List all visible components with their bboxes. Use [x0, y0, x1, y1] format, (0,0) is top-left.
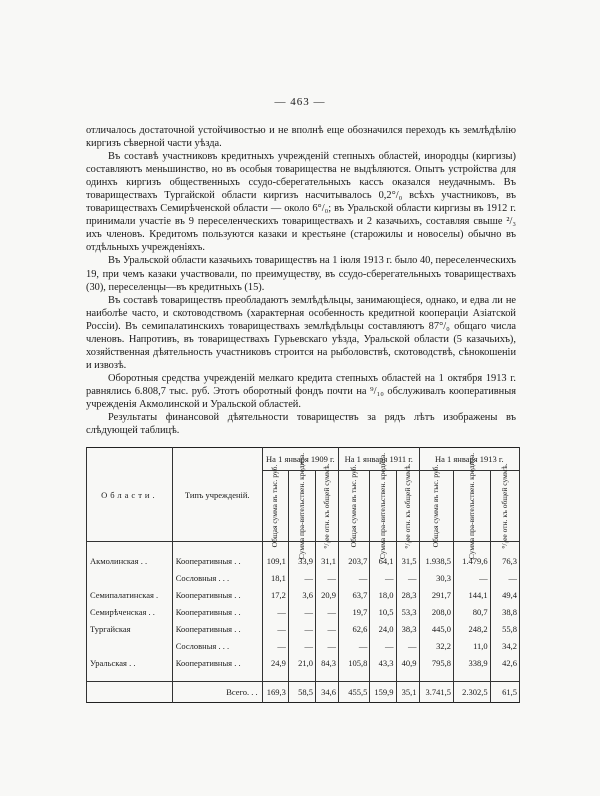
- value-cell: —: [316, 637, 339, 654]
- value-cell: 38,3: [396, 620, 419, 637]
- value-cell: [262, 671, 288, 682]
- total-value-cell: 159,9: [370, 682, 396, 703]
- value-cell: 11,0: [454, 637, 491, 654]
- value-cell: 1.938,5: [419, 552, 454, 569]
- total-value-cell: 35,1: [396, 682, 419, 703]
- subheader-cell: [339, 464, 370, 548]
- value-cell: 84,3: [316, 654, 339, 671]
- header-region: Области.: [87, 448, 173, 542]
- subheader-label: Общая сумма въ тыс. руб.: [348, 464, 358, 548]
- subheader-label: Общая сумма въ тыс. руб.: [270, 464, 279, 548]
- value-cell: 445,0: [419, 620, 454, 637]
- value-cell: 31,1: [316, 552, 339, 569]
- value-cell: [454, 671, 491, 682]
- value-cell: 55,8: [490, 620, 519, 637]
- table-row: [87, 654, 520, 671]
- value-cell: —: [454, 569, 491, 586]
- subheader-label: °/₀ее отн. къ общей суммѣ.: [321, 463, 331, 549]
- value-cell: 76,3: [490, 552, 519, 569]
- total-row: [87, 682, 520, 703]
- total-label: Всего. . .: [172, 682, 262, 703]
- value-cell: 19,7: [339, 603, 370, 620]
- value-cell: [419, 671, 454, 682]
- subheader-label: Сумма пра-вительствен. кредита.: [466, 452, 476, 560]
- table-row: [87, 671, 520, 682]
- region-cell: [87, 542, 173, 553]
- value-cell: 34,2: [490, 637, 519, 654]
- value-cell: —: [339, 637, 370, 654]
- table-row: [87, 569, 520, 586]
- total-value-cell: 61,5: [490, 682, 519, 703]
- value-cell: 203,7: [339, 552, 370, 569]
- subheader-cell: [396, 463, 419, 549]
- value-cell: 32,2: [419, 637, 454, 654]
- value-cell: —: [316, 620, 339, 637]
- value-cell: —: [262, 620, 288, 637]
- total-value-cell: 169,3: [262, 682, 288, 703]
- value-cell: 105,8: [339, 654, 370, 671]
- value-cell: [339, 671, 370, 682]
- region-cell: Семирѣченская . .: [87, 603, 173, 620]
- value-cell: 43,3: [370, 654, 396, 671]
- page-number: — 463 —: [274, 96, 326, 108]
- value-cell: —: [288, 620, 315, 637]
- value-cell: [316, 671, 339, 682]
- value-cell: 3,6: [288, 586, 315, 603]
- type-cell: [172, 542, 262, 553]
- value-cell: —: [316, 569, 339, 586]
- value-cell: 24,0: [370, 620, 396, 637]
- type-cell: Сословныя . . .: [172, 637, 262, 654]
- type-cell: Кооперативныя . .: [172, 620, 262, 637]
- table-row: [87, 620, 520, 637]
- value-cell: 18,0: [370, 586, 396, 603]
- paragraph: Оборотныя средства учрежденій мелкаго кредита степныхъ областей на 1 октября 1913 г. равнялись 6.808,7 тыс. руб. Этотъ оборотный фондъ почти на ⁹/₁₀ обслуживалъ кооперативныя учрежденія Акмолинской и Уральской областей.: [86, 372, 516, 410]
- value-cell: 80,7: [454, 603, 491, 620]
- paragraph: Въ составѣ участниковъ кредитныхъ учрежденій степныхъ областей, инородцы (киргизы) составляютъ меньшинство, но въ особыя товарищества не выдѣляются. Опытъ устройства для одинхъ киргизъ общественныхъ ссудо-сберегательныхъ кассъ оказался неудачнымъ. Въ товариществахъ Тургайской области киргизъ насчитывалось 0,2°/₀ всѣхъ участниковъ, въ товариществахъ Семирѣченской области — около 6°/₀; въ Уральской области киргизы въ 1912 г. принимали участіе въ 9 переселенческихъ товариществахъ и 2 казачьихъ, составляя свыше ²/₃ ихъ членовъ. Кредитомъ пользуются казаки и крестьяне (старожилы и новоселы) обычно въ отдѣльныхъ учрежденіяхъ.: [86, 151, 516, 254]
- region-cell: [87, 569, 173, 586]
- value-cell: 1.479,6: [454, 552, 491, 569]
- paragraph: Въ Уральской области казачьихъ товариществъ на 1 іюля 1913 г. было 40, переселенческихъ 19, при чемъ казаки участвовали, по преимуществу, въ ссудо-сберегательныхъ товариществахъ (30), переселенцы—въ кредитныхъ (15).: [86, 255, 516, 293]
- total-value-cell: 2.302,5: [454, 682, 491, 703]
- region-cell: [87, 682, 173, 703]
- subheader-cell: [419, 464, 454, 548]
- subheader-label: Сумма пра-вительствен. кредита.: [377, 452, 387, 560]
- value-cell: 18,1: [262, 569, 288, 586]
- header-year-1911: На 1 января 1911 г.: [339, 448, 420, 471]
- subheader-cell: [262, 464, 288, 548]
- value-cell: 63,7: [339, 586, 370, 603]
- region-cell: Уральская . .: [87, 654, 173, 671]
- value-cell: 42,6: [490, 654, 519, 671]
- total-value-cell: 455,5: [339, 682, 370, 703]
- subheader-cell: [490, 463, 519, 549]
- value-cell: 17,2: [262, 586, 288, 603]
- value-cell: —: [262, 603, 288, 620]
- value-cell: 38,8: [490, 603, 519, 620]
- table-row: [87, 586, 520, 603]
- finance-table-wrap: [86, 447, 520, 703]
- type-cell: Кооперативныя . .: [172, 552, 262, 569]
- value-cell: [396, 671, 419, 682]
- region-cell: Семипалатинская .: [87, 586, 173, 603]
- table-row: [87, 603, 520, 620]
- value-cell: 24,9: [262, 654, 288, 671]
- type-cell: Кооперативныя . .: [172, 654, 262, 671]
- subheader-label: °/₀ее отн. къ общей суммѣ.: [499, 463, 509, 549]
- type-cell: Сословныя . . .: [172, 569, 262, 586]
- value-cell: 208,0: [419, 603, 454, 620]
- value-cell: 30,3: [419, 569, 454, 586]
- header-year-1913: На 1 января 1913 г.: [419, 448, 519, 471]
- total-value-cell: 34,6: [316, 682, 339, 703]
- region-cell: Акмолинская . .: [87, 552, 173, 569]
- subheader-label: °/₀ее отн. къ общей суммѣ.: [402, 463, 412, 549]
- value-cell: 144,1: [454, 586, 491, 603]
- value-cell: —: [396, 637, 419, 654]
- region-cell: [87, 637, 173, 654]
- value-cell: 338,9: [454, 654, 491, 671]
- value-cell: [288, 671, 315, 682]
- value-cell: [370, 671, 396, 682]
- value-cell: 21,0: [288, 654, 315, 671]
- type-cell: Кооперативныя . .: [172, 603, 262, 620]
- value-cell: —: [339, 569, 370, 586]
- paragraph: отличалось достаточной устойчивостью и не вполнѣ еще обозначился переходъ къ землѣдѣлію киргизъ сѣверной части уѣзда.: [86, 125, 516, 150]
- paragraph: Результаты финансовой дѣятельности товариществъ за рядъ лѣтъ изображены въ слѣдующей таблицѣ.: [86, 412, 516, 437]
- value-cell: —: [288, 603, 315, 620]
- value-cell: 109,1: [262, 552, 288, 569]
- value-cell: 248,2: [454, 620, 491, 637]
- paragraph: Въ составѣ товариществъ преобладаютъ землѣдѣльцы, занимающіеся, однако, и едва ли не наиболѣе часто, и скотоводствомъ (характерная особенность кредитной кооперацiи Азіатской Россіи). Въ семипалатинскихъ товариществахъ землѣдѣльцы составляютъ 87°/₀ общаго числа членовъ. Напротивъ, въ товариществахъ Гурьевскаго уѣзда, Уральской области (5 казачьихъ), хозяйственная дѣятельность участниковъ строится на рыболовствѣ, скотоводствѣ, сѣнокошеніи и извозѣ.: [86, 294, 516, 371]
- value-cell: 291,7: [419, 586, 454, 603]
- subheader-cell: [316, 463, 339, 549]
- region-cell: Тургайская: [87, 620, 173, 637]
- region-cell: [87, 671, 173, 682]
- subheader-cell: [288, 452, 315, 560]
- header-year-1909: На 1 января 1909 г.: [262, 448, 338, 471]
- table-row: [87, 637, 520, 654]
- value-cell: 10,5: [370, 603, 396, 620]
- total-value-cell: 58,5: [288, 682, 315, 703]
- value-cell: 28,3: [396, 586, 419, 603]
- value-cell: 795,8: [419, 654, 454, 671]
- type-cell: [172, 671, 262, 682]
- subheader-label: Общая сумма въ тыс. руб.: [431, 464, 441, 548]
- value-cell: 62,6: [339, 620, 370, 637]
- subheader-label: Сумма пра-вительствен. кредита.: [296, 452, 306, 560]
- value-cell: 53,3: [396, 603, 419, 620]
- value-cell: —: [490, 569, 519, 586]
- value-cell: —: [288, 569, 315, 586]
- value-cell: —: [396, 569, 419, 586]
- finance-table: [86, 447, 520, 703]
- value-cell: [490, 671, 519, 682]
- type-cell: Кооперативныя . .: [172, 586, 262, 603]
- value-cell: —: [370, 569, 396, 586]
- value-cell: 33,9: [288, 552, 315, 569]
- value-cell: —: [370, 637, 396, 654]
- value-cell: 40,9: [396, 654, 419, 671]
- value-cell: 64,1: [370, 552, 396, 569]
- value-cell: —: [316, 603, 339, 620]
- value-cell: —: [288, 637, 315, 654]
- value-cell: 31,5: [396, 552, 419, 569]
- header-type: Типъ учрежденій.: [172, 448, 262, 542]
- value-cell: 20,9: [316, 586, 339, 603]
- value-cell: —: [262, 637, 288, 654]
- value-cell: 49,4: [490, 586, 519, 603]
- body-text: [86, 124, 516, 437]
- subheader-cell: [370, 452, 396, 560]
- total-value-cell: 3.741,5: [419, 682, 454, 703]
